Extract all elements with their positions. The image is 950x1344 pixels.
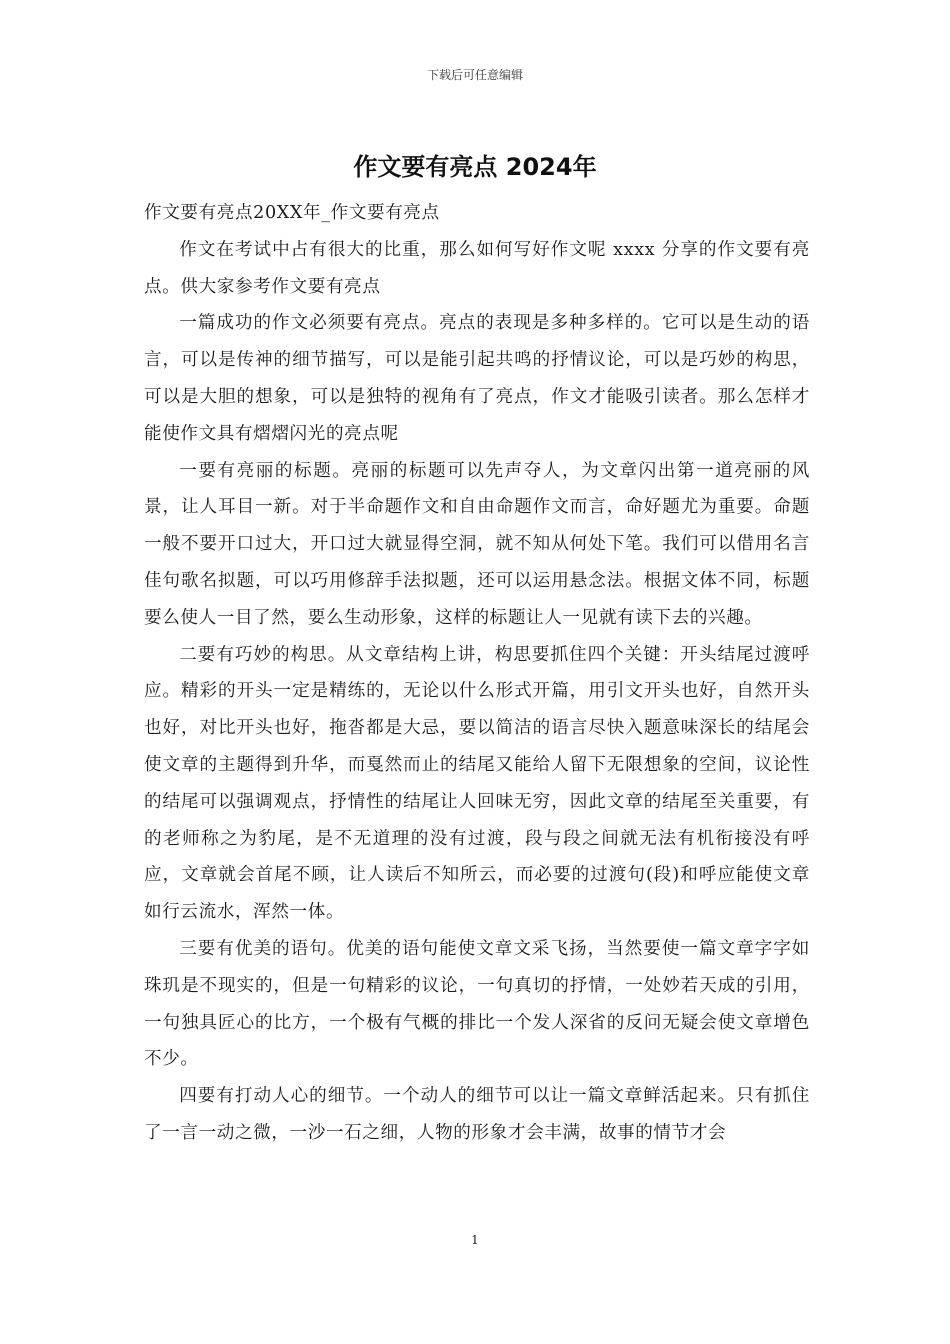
subtitle-line: 作文要有亮点20XX年_作文要有亮点 [144,203,440,223]
paragraph-structure-tip: 二要有巧妙的构思。从文章结构上讲，构思要抓住四个关键：开头结尾过渡呼应。精彩的开头一定是精练的，无论以什么形式开篇，用引文开头也好，自然开头也好，对比开头也好，拖沓都是大忌，要以简洁的语言尽快入题意味深长的结尾会使文章的主题得到升华，而戛然而止的结尾又能给人留下无限想象的空间，议论性的结尾可以强调观点，抒情性的结尾让人回味无穷，因此文章的结尾至关重要，有的老师称之为豹尾，是不无道理的没有过渡，段与段之间就无法有机衔接没有呼应，文章就会首尾不顾，让人读后不知所云，而必要的过渡句(段)和呼应能使文章如行云流水，浑然一体。 [144,644,810,923]
paragraph-highlights: 一篇成功的作文必须要有亮点。亮点的表现是多种多样的。它可以是生动的语言，可以是传神的细节描写，可以是能引起共鸣的抒情议论，可以是巧妙的构思，可以是大胆的想象，可以是独特的视角有了亮点，作文才能吸引读者。那么怎样才能使作文具有熠熠闪光的亮点呢 [144,313,810,444]
document-body [144,195,810,1152]
page-number: 1 [471,1233,479,1247]
paragraph-title-tip: 一要有亮丽的标题。亮丽的标题可以先声夺人，为文章闪出第一道亮丽的风景，让人耳目一新。对于半命题作文和自由命题作文而言，命好题尤为重要。命题一般不要开口过大，开口过大就显得空洞，就不知从何处下笔。我们可以借用名言佳句歌名拟题，可以巧用修辞手法拟题，还可以运用悬念法。根据文体不同，标题要么使人一目了然，要么生动形象，这样的标题让人一见就有读下去的兴趣。 [144,460,810,628]
document-title: 作文要有亮点 2024年 [353,153,597,181]
paragraph-intro: 作文在考试中占有很大的比重，那么如何写好作文呢 xxxx 分享的作文要有亮点。供大家参考作文要有亮点 [144,239,810,297]
header-note: 下载后可任意编辑 [426,68,523,82]
paragraph-language-tip: 三要有优美的语句。优美的语句能使文章文采飞扬，当然要使一篇文章字字如珠玑是不现实的，但是一句精彩的议论，一句真切的抒情，一处妙若天成的引用，一句独具匠心的比方，一个极有气概的排比一个发人深省的反问无疑会使文章增色不少。 [144,938,810,1070]
paragraph-detail-tip: 四要有打动人心的细节。一个动人的细节可以让一篇文章鲜活起来。只有抓住了一言一动之微，一沙一石之细，人物的形象才会丰满，故事的情节才会 [144,1086,810,1143]
